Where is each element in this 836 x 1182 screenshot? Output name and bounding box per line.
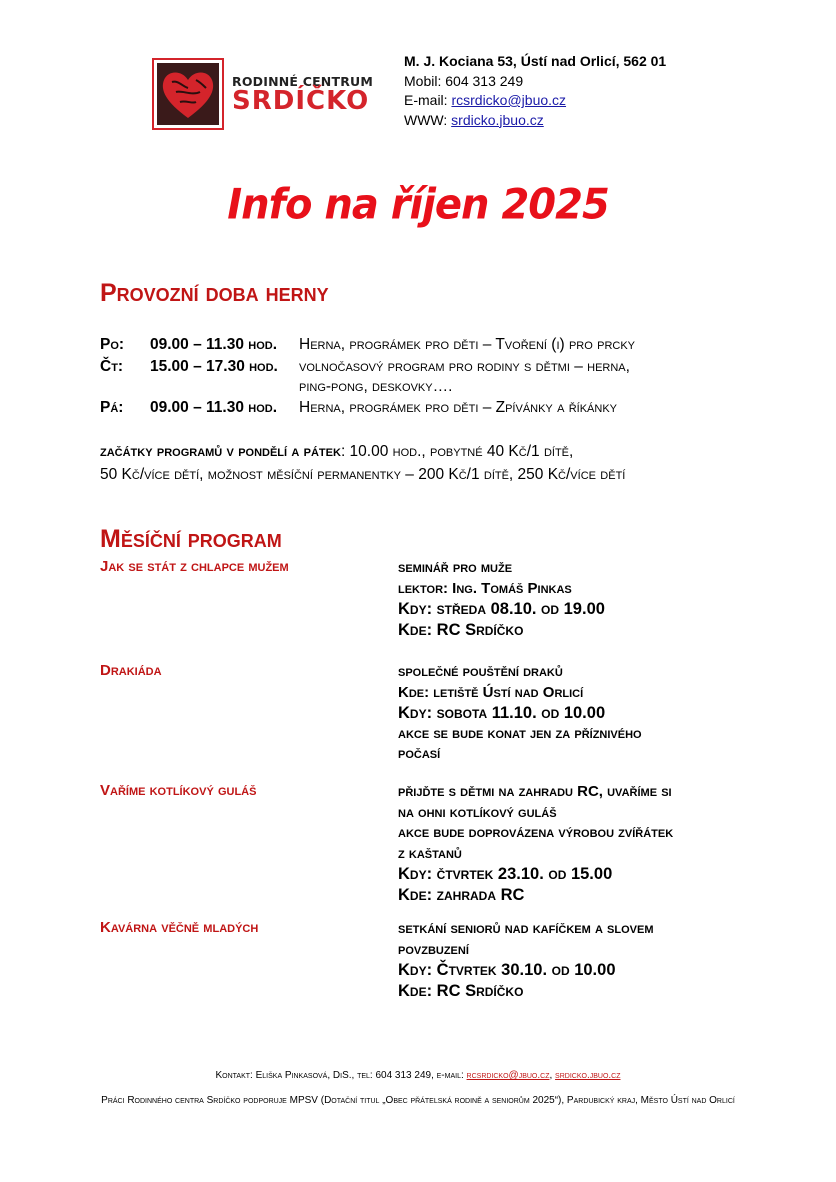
program-item-name: Vaříme kotlíkový guláš xyxy=(100,782,257,799)
hours-desc: Herna, prográmek pro děti – Tvoření (i) pro prcky xyxy=(299,336,636,353)
note-lead: začátky programů v pondělí a pátek xyxy=(100,443,341,460)
program-detail-line: společné pouštění draků xyxy=(398,663,563,680)
hours-time: 09.00 – 11.30 hod. xyxy=(150,399,278,416)
mobile-label: Mobil: xyxy=(404,72,442,89)
hours-time: 09.00 – 11.30 hod. xyxy=(150,336,278,353)
program-detail-line: akce se bude konat jen za příznivého xyxy=(398,724,642,742)
note-line-2: 50 Kč/více dětí, možnost měsíční permanentky – 200 Kč/1 dítě, 250 Kč/více dětí xyxy=(100,466,626,483)
footer-support: Práci Rodinného centra Srdíčko podporuje MPSV (Dotační titul „Obec přátelská rodině a seniorům 2025“), Pardubický kraj, Město Ústí nad Orlicí xyxy=(101,1095,735,1106)
program-item-details xyxy=(398,782,758,905)
program-item-details xyxy=(398,662,758,765)
hours-heading: Provozní doba herny xyxy=(100,279,329,307)
address: M. J. Kociana 53, Ústí nad Orlicí, 562 01 xyxy=(404,53,667,69)
program-when: Kdy: Čtvrtek 30.10. od 10.00 xyxy=(398,961,616,979)
www-link[interactable]: srdicko.jbuo.cz xyxy=(451,111,544,128)
www-label: WWW: xyxy=(404,111,448,128)
footer-web-link[interactable]: srdicko.jbuo.cz xyxy=(555,1070,621,1081)
program-detail-line: na ohni kotlíkový guláš xyxy=(398,803,557,821)
mobile-line xyxy=(404,72,666,92)
hours-day: Po: xyxy=(100,336,125,353)
program-detail-line: přijďte s dětmi na zahradu RC, uvaříme si xyxy=(398,783,672,800)
email-label: E-mail: xyxy=(404,92,448,108)
program-where: Kde: RC Srdíčko xyxy=(398,981,524,1000)
hours-desc: Herna, prográmek pro děti – Zpívánky a říkánky xyxy=(299,399,618,416)
program-where: Kde: RC Srdíčko xyxy=(398,620,524,639)
program-detail-line: z kaštanů xyxy=(398,844,462,862)
program-item-details xyxy=(398,558,758,640)
hours-day: Čt: xyxy=(100,358,124,375)
program-detail-line: setkání seniorů nad kafíčkem a slovem xyxy=(398,920,654,937)
program-detail-line: seminář pro muže xyxy=(398,559,513,576)
program-detail-line: povzbuzení xyxy=(398,940,469,958)
email-line xyxy=(404,91,666,111)
note-rest: : 10.00 hod., pobytné 40 Kč/1 dítě, xyxy=(340,443,574,460)
email-link[interactable]: rcsrdicko@jbuo.cz xyxy=(451,92,567,108)
program-detail-line: počasí xyxy=(398,745,441,762)
logo xyxy=(152,58,374,130)
program-item-name: Kavárna věčně mladých xyxy=(100,919,259,936)
hours-desc: volnočasový program pro rodiny s dětmi – herna, xyxy=(299,358,630,375)
www-line xyxy=(404,111,666,131)
page-title: Info na říjen 2025 xyxy=(227,180,609,230)
mobile-number: 604 313 249 xyxy=(445,72,524,89)
footer-contact xyxy=(0,1070,836,1081)
program-when: Kdy: středa 08.10. od 19.00 xyxy=(398,600,605,618)
program-heading: Měsíční program xyxy=(100,525,282,553)
footer-contact-text: Kontakt: Eliška Pinkasová, DiS., tel: 604 313 249, e-mail: xyxy=(215,1070,467,1081)
program-detail-line: akce bude doprovázena výrobou zvířátek xyxy=(398,824,674,841)
program-when: Kdy: sobota 11.10. od 10.00 xyxy=(398,704,606,722)
logo-line-1: RODINNÉ CENTRUM xyxy=(232,74,374,89)
contact-block xyxy=(404,52,666,130)
program-item-name: Drakiáda xyxy=(100,662,162,679)
hours-desc-continued: ping-pong, deskovky…. xyxy=(299,378,453,395)
program-item-details xyxy=(398,919,758,1001)
program-where: Kde: zahrada RC xyxy=(398,885,525,904)
program-item-name: Jak se stát z chlapce mužem xyxy=(100,558,289,575)
footer-separator: , xyxy=(549,1070,556,1081)
hours-note xyxy=(100,440,625,486)
program-where: Kde: letiště Ústí nad Orlicí xyxy=(398,683,584,701)
program-detail-line: lektor: Ing. Tomáš Pinkas xyxy=(398,579,572,597)
footer-email-link[interactable]: rcsrdicko@jbuo.cz xyxy=(466,1070,550,1081)
logo-line-2: SRDÍČKO xyxy=(232,86,370,116)
heart-logo-icon xyxy=(152,58,224,130)
hours-day: Pá: xyxy=(100,399,124,416)
hours-time: 15.00 – 17.30 hod. xyxy=(150,358,278,375)
program-when: Kdy: čtvrtek 23.10. od 15.00 xyxy=(398,865,613,883)
